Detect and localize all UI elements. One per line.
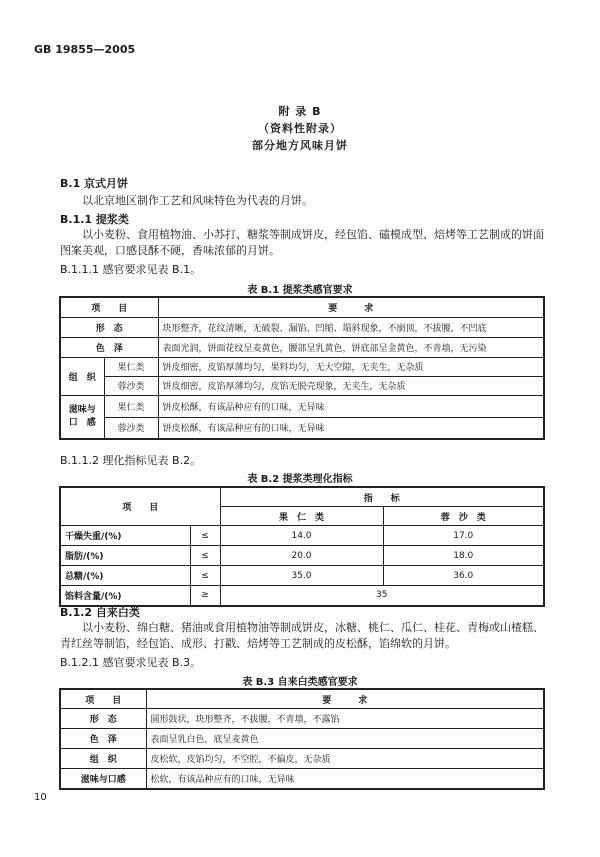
section-b12-heading: B.1.2 自来白类 [60,606,140,619]
table-b2-row-name: 总糖/(%) [60,566,190,586]
appendix-name: 部分地方风味月饼 [252,139,348,152]
table-b2-row-operator: ≤ [190,526,220,546]
table-b1-caption: 表 B.1 提浆类感官要求 [247,285,353,296]
section-b11-heading: B.1.1 提浆类 [60,213,129,226]
table-b1-taste-b-text: 饼皮松酥，有该品种应有的口味，无异味 [158,417,544,439]
table-b3-row-text: 表面呈乳白色，底呈麦黄色 [146,729,544,749]
table-b2 [59,486,545,607]
appendix-subtitle: （资料性附录） [258,122,342,135]
table-b2-row-operator: ≥ [190,586,220,606]
table-b2-row-nut-value: 35.0 [220,566,383,586]
table-b2-header-paste: 蓉 沙 类 [383,507,544,526]
table-b3-row-text: 皮松软，皮馅均匀，不空腔，不偏皮，无杂质 [146,749,544,769]
table-b3 [59,688,545,790]
table-b2-header-item: 项 目 [60,487,220,526]
table-b1-tissue-b-text: 饼皮细密，皮馅厚薄均匀，皮馅无脱壳现象，无夹生，无杂质 [158,376,544,395]
table-b2-header-index: 指 标 [220,487,544,507]
table-b2-row-paste-value: 18.0 [383,546,544,566]
section-b11-paragraph: 以小麦粉、食用植物油、小苏打、糖浆等制成饼皮，经包馅、磕模成型、焙烤等工艺制成的饼面图案美观，口感艮酥不硬，香味浓郁的月饼。 [60,228,544,257]
table-b1-taste-a-label: 果仁类 [104,395,158,417]
table-b3-header-requirement: 要 求 [146,689,544,709]
section-b121-text: B.1.2.1 感官要求见表 B.3。 [60,656,202,669]
table-b1-taste-label [60,395,104,439]
table-b1-taste-a-text: 饼皮松酥，有该品种应有的口味，无异味 [158,395,544,417]
table-b1-shape-label: 形 态 [60,317,158,337]
table-b1-taste-label-line2: 口 感 [68,417,96,428]
table-b2-row-name: 脂肪/(%) [60,546,190,566]
section-b12-paragraph: 以小麦粉、绵白糖、猪油或食用植物油等制成饼皮，冰糖、桃仁、瓜仁、桂花、青梅或山楂糕、青红丝等制馅，经包馅、成形、打戳、焙烤等工艺制成的皮松酥，馅绵软的月饼。 [60,621,544,650]
document-code: GB 19855—2005 [34,43,136,56]
table-b3-header-item: 项 目 [60,689,146,709]
table-b1 [59,296,545,440]
table-b2-row-nut-value: 20.0 [220,546,383,566]
table-b2-row-paste-value: 36.0 [383,566,544,586]
table-b1-taste-b-label: 蓉沙类 [104,417,158,439]
table-b3-row-label: 形 态 [60,709,146,729]
section-b112-text: B.1.1.2 理化指标见表 B.2。 [60,454,202,467]
table-b3-caption: 表 B.3 自来白类感官要求 [242,677,358,688]
table-b2-row-nut-value: 14.0 [220,526,383,546]
table-b2-caption: 表 B.2 提浆类理化指标 [247,474,353,485]
table-b2-row-name: 馅料含量/(%) [60,586,190,606]
table-b3-row-label: 色 泽 [60,729,146,749]
table-b2-row-shared-value: 35 [220,586,544,606]
table-b1-color-label: 色 泽 [60,337,158,357]
table-b1-color-text: 表面光润，饼面花纹呈麦黄色，腰部呈乳黄色，饼底部呈金黄色，不青墙，无污染 [158,337,544,357]
table-b1-tissue-a-text: 饼皮细密，皮馅厚薄均匀，果料均匀，无大空隙，无夹生，无杂质 [158,357,544,376]
section-b111-text: B.1.1.1 感官要求见表 B.1。 [60,263,202,276]
section-b1-intro: 以北京地区制作工艺和风味特色为代表的月饼。 [82,194,313,207]
table-b2-row-paste-value: 17.0 [383,526,544,546]
table-b1-header-item: 项 目 [60,297,158,317]
table-b1-tissue-label: 组 织 [60,357,104,395]
table-b1-header-requirement: 要 求 [158,297,544,317]
table-b3-row-text: 圆形鼓状，块形整齐，不拔腰，不青墙，不露馅 [146,709,544,729]
table-b1-taste-label-line1: 滋味与 [68,404,96,415]
table-b1-tissue-a-label: 果仁类 [104,357,158,376]
table-b3-row-label: 组 织 [60,749,146,769]
table-b2-row-name: 干燥失重/(%) [60,526,190,546]
appendix-title: 附 录 B [278,105,322,118]
table-b3-row-text: 松软，有该品种应有的口味，无异味 [146,769,544,789]
table-b1-tissue-b-label: 蓉沙类 [104,376,158,395]
page-number: 10 [34,792,47,803]
table-b3-row-label: 滋味与口感 [60,769,146,789]
table-b2-row-operator: ≤ [190,566,220,586]
section-b1-heading: B.1 京式月饼 [60,177,129,190]
table-b2-row-operator: ≤ [190,546,220,566]
table-b2-header-nut: 果 仁 类 [220,507,383,526]
table-b1-shape-text: 块形整齐，花纹清晰，无破裂、漏馅、凹缩、塌斜现象，不崩顶，不拔腰，不凹底 [158,317,544,337]
